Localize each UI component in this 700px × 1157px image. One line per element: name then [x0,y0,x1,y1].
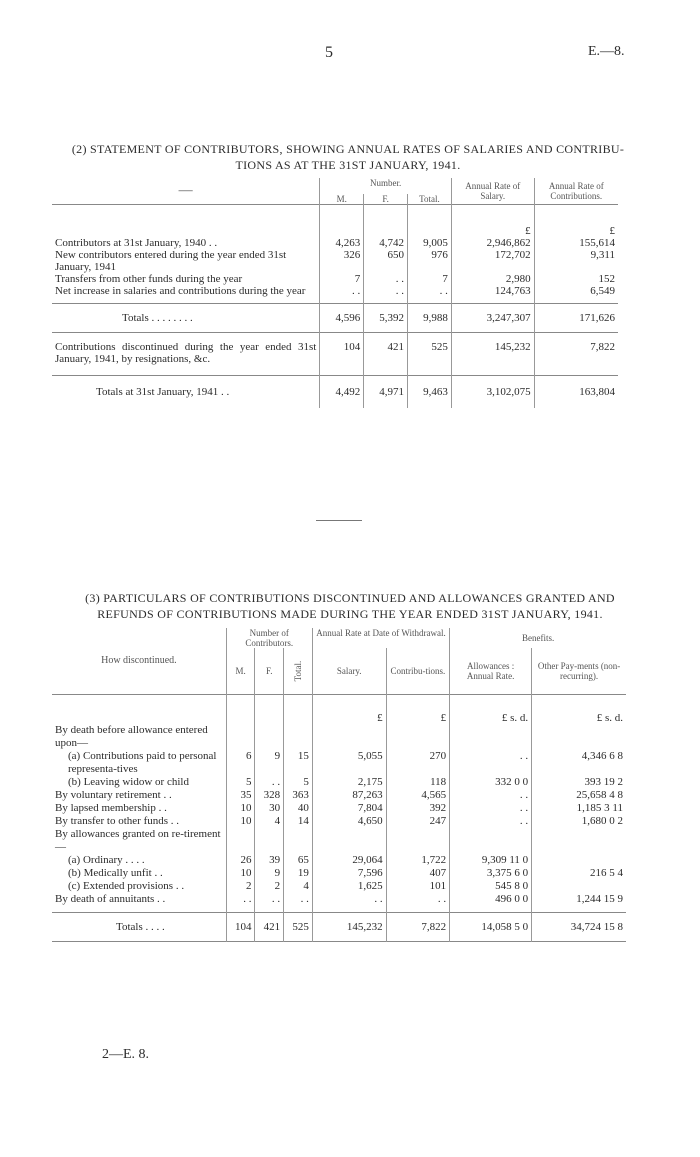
cell-other: 216 5 4 [532,867,626,880]
table-row [52,789,626,802]
cell-contrib: 163,804 [534,375,618,408]
cell-m: 7 [320,273,364,285]
cell-m: . . [226,893,255,906]
cell-total [284,724,313,750]
cell-contrib: 155,614 [534,237,618,249]
cell-total: . . [284,893,313,906]
other-payments-heading: Other Pay-ments (non-recurring). [532,648,626,694]
cell-m: 35 [226,789,255,802]
cell-total: 9,988 [408,303,452,332]
cell-f [255,828,284,854]
statement-title-line2: TIONS AS AT THE 31ST JANUARY, 1941. [235,158,461,172]
cell-m: . . [320,285,364,297]
units-row [52,712,626,724]
cell-contrib: 7,822 [534,332,618,375]
row-label: By lapsed membership . . [55,802,167,814]
cell-salary: 3,102,075 [451,375,534,408]
row-label: By transfer to other funds . . [55,815,180,827]
row-label: Net increase in salaries and contributions during the year [55,284,306,297]
cell-total: 65 [284,854,313,867]
cell-salary [312,724,386,750]
cell-allow: . . [450,802,532,815]
cell-contrib [386,828,450,854]
contributions-heading: Contribu-tions. [386,648,450,694]
cell-other [532,724,626,750]
unit-contrib: £ [386,712,450,724]
cell-contrib: 407 [386,867,450,880]
unit-cell [284,712,313,724]
cell-m: 10 [226,815,255,828]
f-heading: F. [364,194,408,205]
cell-other: 1,244 15 9 [532,893,626,906]
cell-m: 6 [226,750,255,776]
row-label: (a) Contributions paid to personal representa-tives [68,750,217,775]
table-row [52,249,618,273]
cell-f: 5,392 [364,303,408,332]
cell-contrib: 247 [386,815,450,828]
table-row [52,802,626,815]
document-reference: E.—8. [588,44,625,59]
allowances-heading: Allowances : Annual Rate. [450,648,532,694]
totals-row [52,303,618,332]
row-label: New contributors entered during the year ended 31st January, 1941 [55,248,287,273]
cell-salary: 4,650 [312,815,386,828]
cell-salary: 29,064 [312,854,386,867]
cell-salary: 172,702 [451,249,534,273]
cell-contrib: . . [386,893,450,906]
cell-m: 5 [226,776,255,789]
row-label: (b) Medically unfit . . [68,867,163,879]
unit-other: £ s. d. [532,712,626,724]
cell-m [226,724,255,750]
cell-contrib: 118 [386,776,450,789]
cell-salary: 124,763 [451,285,534,297]
cell-salary: . . [312,893,386,906]
cell-f: . . [364,285,408,297]
cell-allow: 496 0 0 [450,893,532,906]
statement-title [48,141,648,173]
particulars-table [52,628,626,942]
cell-total: 19 [284,867,313,880]
cell-total [284,828,313,854]
cell-m: 26 [226,854,255,867]
cell-salary: 2,175 [312,776,386,789]
cell-contrib: 7,822 [386,913,450,942]
cell-f: 328 [255,789,284,802]
cell-total: . . [408,285,452,297]
cell-m: 4,492 [320,375,364,408]
cell-total: 525 [408,332,452,375]
table-row [52,724,626,750]
cell-m [226,828,255,854]
contributions-currency: £ [534,225,618,237]
cell-f: 421 [364,332,408,375]
m-heading: M. [226,648,255,694]
stub-heading: — [178,183,193,198]
cell-contrib: 171,626 [534,303,618,332]
totals-label: Totals . . . . . . . . [122,311,193,324]
cell-f: . . [255,893,284,906]
cell-total: 9,463 [408,375,452,408]
cell-total: 15 [284,750,313,776]
cell-other [532,828,626,854]
cell-m: 2 [226,880,255,893]
cell-total: 4 [284,880,313,893]
cell-contrib: 6,549 [534,285,618,297]
table-row [52,776,626,789]
table-row [52,815,626,828]
cell-salary [312,828,386,854]
cell-total: 9,005 [408,237,452,249]
cell-m: 4,596 [320,303,364,332]
row-label: Transfers from other funds during the year [55,272,243,285]
discontinued-row [52,332,618,375]
cell-contrib [386,724,450,750]
cell-total: 14 [284,815,313,828]
cell-total: 976 [408,249,452,273]
cell-total: 363 [284,789,313,802]
cell-contrib: 101 [386,880,450,893]
cell-other: 34,724 15 8 [532,913,626,942]
table-row [52,880,626,893]
cell-m: 10 [226,867,255,880]
cell-f: 421 [255,913,284,942]
cell-other: 4,346 6 8 [532,750,626,776]
units-label [52,712,226,724]
totals-label: Totals . . . . [116,921,165,933]
total-heading: Total. [292,660,303,682]
section-divider [316,520,362,521]
page-number: 5 [325,44,333,61]
cell-salary: 3,247,307 [451,303,534,332]
cell-total: 525 [284,913,313,942]
table-row [52,285,618,297]
cell-contrib: 1,722 [386,854,450,867]
cell-f: 4 [255,815,284,828]
discontinued-label: Contributions discontinued during the year ended 31st January, 1941, by resignations, &c. [55,340,317,365]
row-label: (b) Leaving widow or child [68,776,189,788]
row-label: By allowances granted on re-tirement— [55,828,221,853]
salary-currency: £ [451,225,534,237]
statement-title-line1: (2) STATEMENT OF CONTRIBUTORS, SHOWING ANNUAL RATES OF SALARIES AND CONTRIBU- [71,142,625,156]
unit-allow: £ s. d. [450,712,532,724]
unit-salary: £ [312,712,386,724]
cell-allow: 3,375 6 0 [450,867,532,880]
cell-salary: 2,946,862 [451,237,534,249]
contributions-heading: Annual Rate of Contributions. [534,178,618,205]
table-row [52,750,626,776]
cell-salary: 7,804 [312,802,386,815]
cell-salary: 7,596 [312,867,386,880]
cell-f: 4,971 [364,375,408,408]
how-heading: How discontinued. [101,655,177,667]
number-heading: Number. [320,178,452,194]
footer-signature: 2—E. 8. [102,1047,150,1062]
cell-f: 2 [255,880,284,893]
cell-contrib: 152 [534,273,618,285]
cell-contrib: 270 [386,750,450,776]
particulars-title [48,590,652,622]
cell-allow: . . [450,789,532,802]
contributors-statement-table [52,178,618,408]
cell-f: . . [255,776,284,789]
unit-cell [226,712,255,724]
cell-allow: 545 8 0 [450,880,532,893]
final-totals-label: Totals at 31st January, 1941 . . [96,385,230,398]
cell-salary: 145,232 [312,913,386,942]
cell-salary: 87,263 [312,789,386,802]
cell-total: 5 [284,776,313,789]
row-label: By death before allowance entered upon— [55,724,208,749]
row-label: By death of annuitants . . [55,893,166,905]
row-label: (a) Ordinary . . . . [68,854,145,866]
number-heading: Number of Contributors. [226,628,312,648]
cell-f: 9 [255,867,284,880]
cell-f: 650 [364,249,408,273]
cell-m: 4,263 [320,237,364,249]
salary-heading: Annual Rate of Salary. [451,178,534,205]
total-heading: Total. [408,194,452,205]
cell-m: 104 [320,332,364,375]
table-row [52,237,618,249]
row-label: Contributors at 31st January, 1940 . . [55,236,218,249]
cell-other: 393 19 2 [532,776,626,789]
cell-allow [450,828,532,854]
f-heading: F. [255,648,284,694]
table-row [52,273,618,285]
cell-m: 104 [226,913,255,942]
cell-contrib: 9,311 [534,249,618,273]
cell-other [532,880,626,893]
table-row [52,893,626,906]
cell-f: 4,742 [364,237,408,249]
cell-contrib: 392 [386,802,450,815]
cell-f: 30 [255,802,284,815]
row-label: (c) Extended provisions . . [68,880,185,892]
cell-salary: 5,055 [312,750,386,776]
cell-salary: 1,625 [312,880,386,893]
cell-salary: 145,232 [451,332,534,375]
row-label: By voluntary retirement . . [55,789,172,801]
cell-allow: . . [450,750,532,776]
cell-total: 40 [284,802,313,815]
particulars-title-line2: REFUNDS OF CONTRIBUTIONS MADE DURING THE YEAR ENDED 31ST JANUARY, 1941. [97,607,603,621]
cell-other: 1,680 0 2 [532,815,626,828]
totals-row [52,913,626,942]
salary-heading: Salary. [312,648,386,694]
cell-f [255,724,284,750]
unit-cell [255,712,284,724]
cell-f: . . [364,273,408,285]
cell-contrib: 4,565 [386,789,450,802]
table-row [52,828,626,854]
cell-other: 25,658 4 8 [532,789,626,802]
particulars-title-line1: (3) PARTICULARS OF CONTRIBUTIONS DISCONTINUED AND ALLOWANCES GRANTED AND [85,591,615,605]
table-row [52,854,626,867]
cell-m: 326 [320,249,364,273]
cell-allow: 9,309 11 0 [450,854,532,867]
cell-total: 7 [408,273,452,285]
cell-allow: . . [450,815,532,828]
table-row [52,867,626,880]
cell-other [532,854,626,867]
m-heading: M. [320,194,364,205]
cell-other: 1,185 3 11 [532,802,626,815]
cell-m: 10 [226,802,255,815]
cell-allow: 14,058 5 0 [450,913,532,942]
benefits-heading: Benefits. [450,628,626,648]
cell-salary: 2,980 [451,273,534,285]
cell-allow: 332 0 0 [450,776,532,789]
final-totals-row [52,375,618,408]
cell-f: 9 [255,750,284,776]
cell-allow [450,724,532,750]
cell-f: 39 [255,854,284,867]
rate-heading: Annual Rate at Date of Withdrawal. [312,628,449,648]
